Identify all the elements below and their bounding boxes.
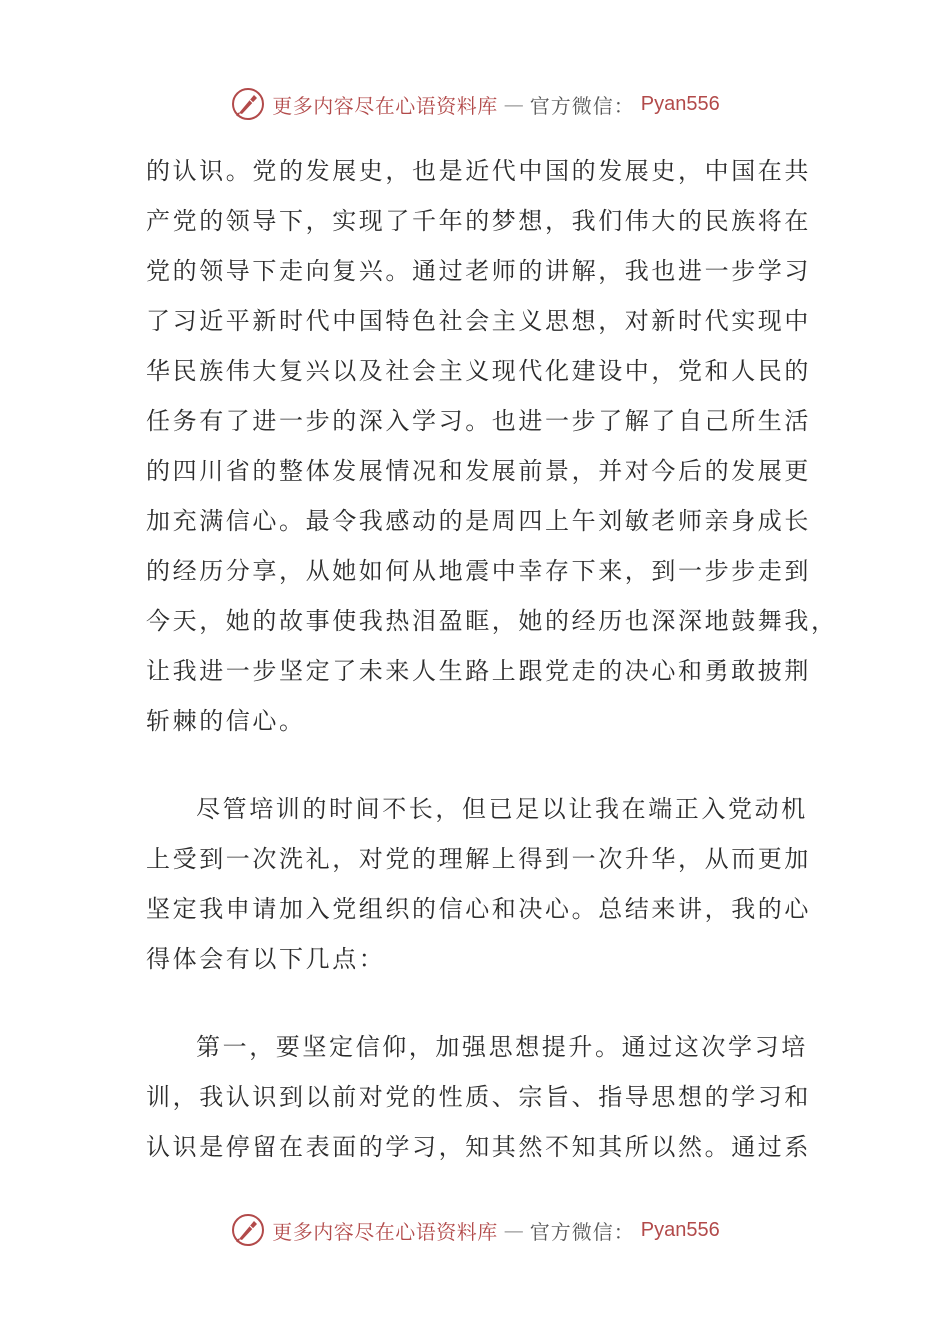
text-line: 今天，她的故事使我热泪盈眶，她的经历也深深地鼓舞我， xyxy=(146,607,838,635)
header-banner xyxy=(0,82,950,126)
paragraph-3 xyxy=(146,1022,811,1172)
text-line: 的经历分享，从她如何从地震中幸存下来，到一步步走到 xyxy=(146,557,811,585)
paragraph-spacer xyxy=(146,746,796,784)
banner-text: 更多内容尽在心语资料库 xyxy=(272,93,498,118)
wechat-label: 官方微信： xyxy=(529,93,635,118)
document-body xyxy=(146,146,838,1172)
text-line: 加充满信心。最令我感动的是周四上午刘敏老师亲身成长 xyxy=(146,507,811,535)
text-line: 上受到一次洗礼，对党的理解上得到一次升华，从而更加 xyxy=(146,845,811,873)
text-line: 的四川省的整体发展情况和发展前景，并对今后的发展更 xyxy=(146,457,811,485)
text-line: 了习近平新时代中国特色社会主义思想，对新时代实现中 xyxy=(146,307,811,335)
text-line: 认识是停留在表面的学习，知其然不知其所以然。通过系 xyxy=(146,1133,811,1161)
text-line: 尽管培训的时间不长，但已足以让我在端正入党动机 xyxy=(196,795,808,823)
text-line: 得体会有以下几点： xyxy=(146,945,386,973)
paragraph-2 xyxy=(146,784,811,984)
text-line: 的认识。党的发展史，也是近代中国的发展史，中国在共 xyxy=(146,157,811,185)
text-line: 任务有了进一步的深入学习。也进一步了解了自己所生活 xyxy=(146,407,811,435)
footer-banner xyxy=(0,1208,950,1252)
text-line: 产党的领导下，实现了千年的梦想，我们伟大的民族将在 xyxy=(146,207,811,235)
text-line: 让我进一步坚定了未来人生路上跟党走的决心和勇敢披荆 xyxy=(146,657,811,685)
banner-text: 更多内容尽在心语资料库 xyxy=(272,1219,498,1244)
text-line: 斩棘的信心。 xyxy=(146,707,306,735)
quill-pen-icon xyxy=(230,86,266,122)
paragraph-1 xyxy=(146,146,838,746)
text-line: 坚定我申请加入党组织的信心和决心。总结来讲，我的心 xyxy=(146,895,811,923)
banner-separator: — xyxy=(503,92,524,116)
wechat-id: Pyan556 xyxy=(640,92,720,115)
text-line: 党的领导下走向复兴。通过老师的讲解，我也进一步学习 xyxy=(146,257,811,285)
wechat-id: Pyan556 xyxy=(640,1218,720,1241)
quill-pen-icon xyxy=(230,1212,266,1248)
text-line: 训，我认识到以前对党的性质、宗旨、指导思想的学习和 xyxy=(146,1083,811,1111)
banner-separator: — xyxy=(503,1218,524,1242)
wechat-label: 官方微信： xyxy=(529,1219,635,1244)
text-line: 第一，要坚定信仰，加强思想提升。通过这次学习培 xyxy=(196,1033,808,1061)
text-line: 华民族伟大复兴以及社会主义现代化建设中，党和人民的 xyxy=(146,357,811,385)
paragraph-spacer xyxy=(146,984,796,1022)
